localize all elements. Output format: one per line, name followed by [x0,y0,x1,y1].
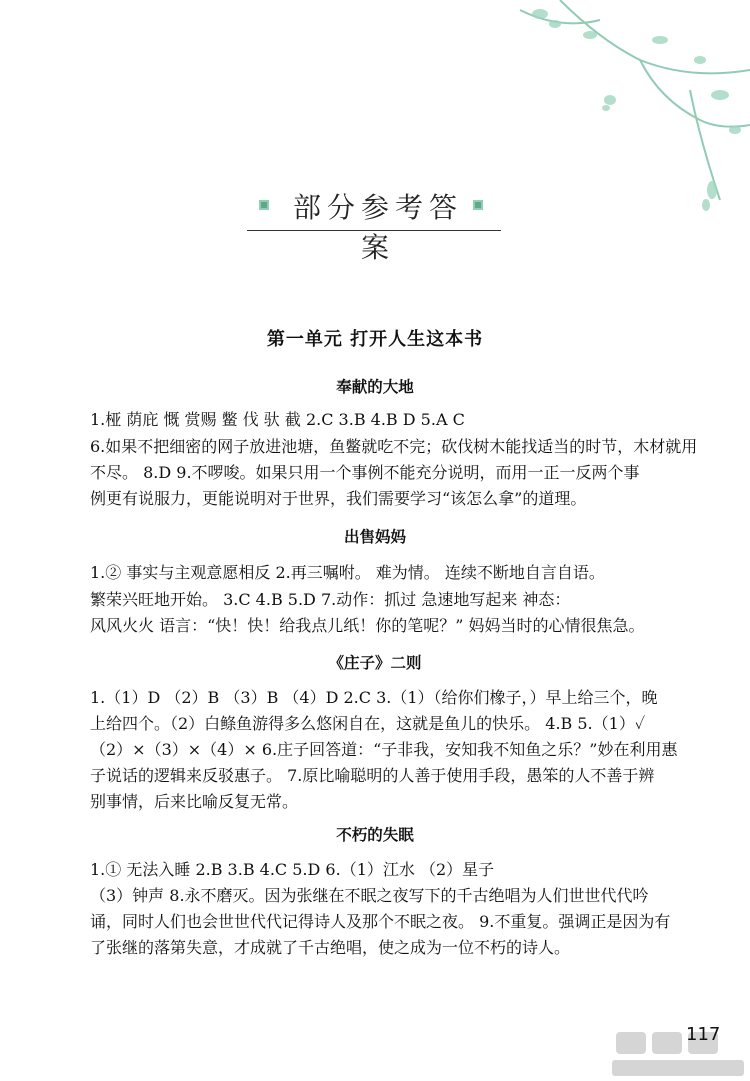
answer-line: 1.② 事实与主观意愿相反 2.再三嘱咐。 难为情。 连续不断地自言自语。 [90,563,605,582]
answer-line: 诵，同时人们也会世世代代记得诗人及那个不眠之夜。 9.不重复。强调正是因为有 [90,912,671,931]
title-ornament-left-icon [258,199,270,211]
answer-line: 1.桠 荫庇 慨 赏赐 鳖 伐 驮 截 2.C 3.B 4.B D 5.A C [90,410,465,429]
answer-line: 了张继的落第失意，才成就了千古绝唱，使之成为一位不朽的诗人。 [90,938,571,957]
answer-line: 例更有说服力，更能说明对于世界，我们需要学习“该怎么拿”的道理。 [90,489,587,508]
page-number: 117 [686,1024,721,1045]
answer-line: 风风火火 语言：“快！快！给我点儿纸！你的笔呢？” 妈妈当时的心情很焦急。 [90,616,645,635]
answer-line: （3）钟声 8.永不磨灭。因为张继在不眠之夜写下的千古绝唱为人们世世代代吟 [90,886,649,905]
watermark-logo [606,1028,750,1081]
answer-line: 子说话的逻辑来反驳惠子。 7.原比喻聪明的人善于使用手段，愚笨的人不善于辨 [90,766,655,785]
answer-line: 上给四个。（2）白鲦鱼游得多么悠闲自在，这就是鱼儿的快乐。 4.B 5.（1）✓ [90,714,646,733]
answer-line: 不尽。 8.D 9.不啰唆。如果只用一个事例不能充分说明，而用一正一反两个事 [90,463,640,482]
answer-line: 繁荣兴旺地开始。 3.C 4.B 5.D 7.动作：抓过 急速地写起来 神态： [90,590,571,609]
answer-line: 别事情，后来比喻反复无常。 [90,792,299,811]
title-underline [247,230,501,231]
section-title: 不朽的失眠 [336,826,414,844]
section-title: 出售妈妈 [343,528,406,546]
answer-line: 1.① 无法入睡 2.B 3.B 4.C 5.D 6.（1）江水 （2）星子 [90,860,495,879]
answer-line: 6.如果不把细密的网子放进池塘，鱼鳖就吃不完；砍伐树木能找适当的时节，木材就用 [90,437,698,456]
section-title: 《庄子》二则 [328,654,422,672]
page-title: 部分参考答案 [292,191,463,264]
unit-title: 第一单元 打开人生这本书 [266,329,484,350]
answer-line: 1.（1）D （2）B （3）B （4）D 2.C 3.（1）（给你们橡子，）早上给三个，晚 [90,688,658,707]
answer-line: （2）×（3）×（4）× 6.庄子回答道：“子非我，安知我不知鱼之乐？”妙在利用惠 [90,740,678,759]
section-title: 奉献的大地 [336,378,414,396]
